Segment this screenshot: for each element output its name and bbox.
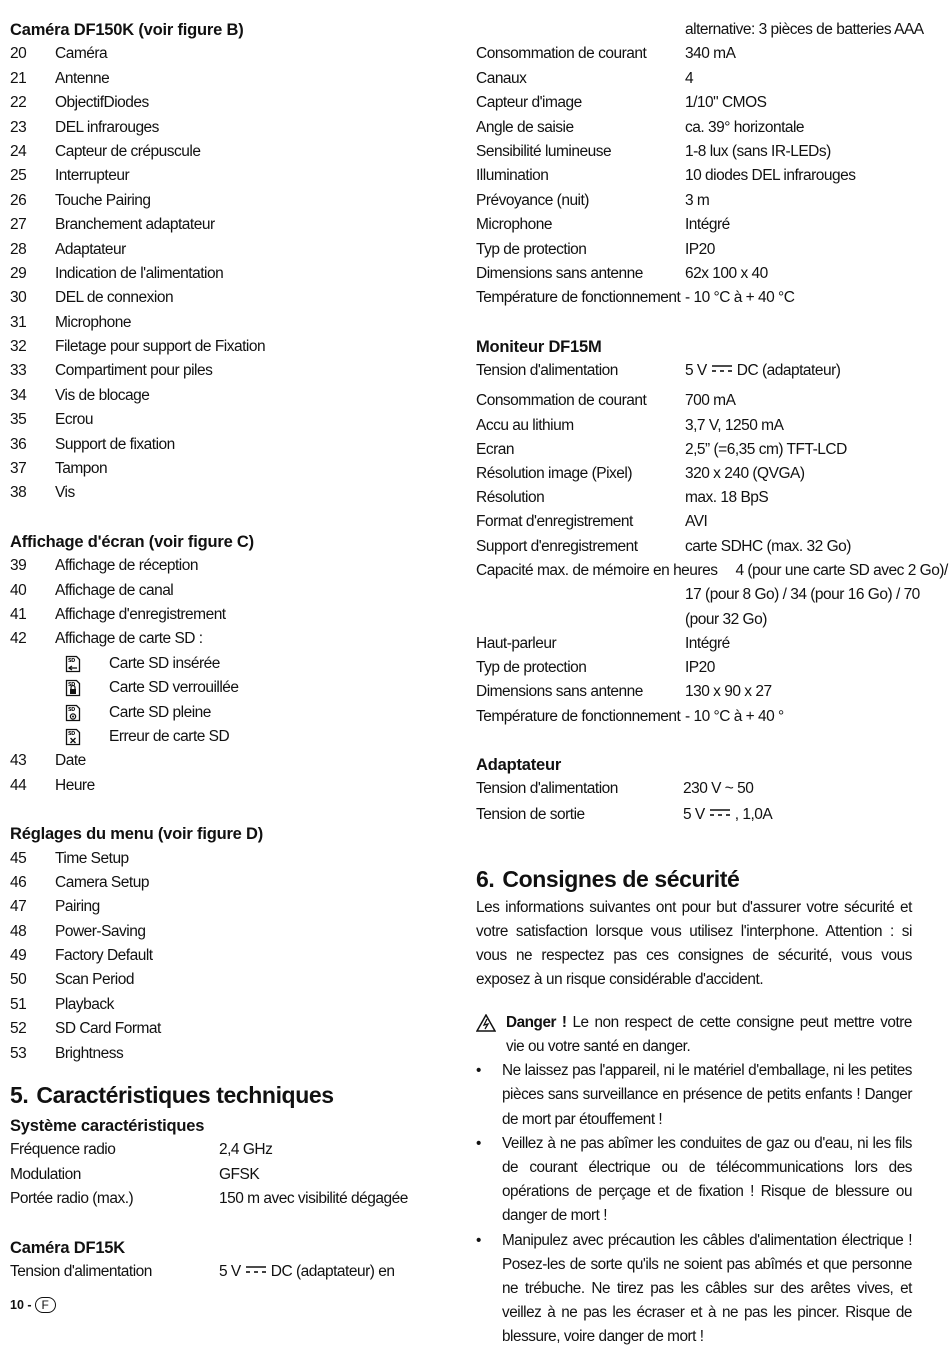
item-label: Heure: [55, 776, 95, 794]
list-item: [10, 895, 450, 919]
item-number: 28: [10, 240, 27, 258]
menu-d-heading: Réglages du menu (voir figure D): [10, 825, 264, 844]
item-number: 22: [10, 94, 27, 112]
spec-row: [476, 238, 912, 262]
spec-key: Angle de saisie: [476, 118, 574, 136]
supply-type: DC (adaptateur) en: [270, 1262, 395, 1280]
system-heading: Système caractéristiques: [10, 1117, 205, 1136]
spec-row: [476, 164, 912, 188]
monitor-spec-list: [476, 389, 912, 558]
item-number: 33: [10, 362, 27, 380]
spec-value: 1-8 lux (sans IR-LEDs): [685, 142, 831, 160]
spec-key: Consommation de courant: [476, 392, 647, 410]
camera-spec-list: [476, 42, 912, 310]
spec-value: 2,4 GHz: [219, 1141, 273, 1159]
monitor-heading: Moniteur DF15M: [476, 337, 602, 356]
item-label: Factory Default: [55, 947, 153, 965]
voltage-value: 5 V: [685, 362, 707, 380]
capacity-continued-1: [476, 583, 920, 607]
spec-key: Support d'enregistrement: [476, 537, 638, 555]
list-item: [10, 1042, 450, 1066]
spec-key: Capteur d'image: [476, 94, 582, 112]
spec-value: max. 18 BpS: [685, 489, 769, 507]
spec-value: Intégré: [685, 634, 730, 652]
item-label: Antenne: [55, 69, 110, 87]
spec-value: alternative: 3 pièces de batteries AAA: [685, 21, 924, 38]
right-column: [476, 18, 948, 1350]
safety-bullet: • Manipulez avec précaution les câbles d'alimentation électrique ! Posez-les de sorte qu'ils ne soient pas abîmés et que personne ne trébuche. Ne tirez pas les câbles sur des arêtes vives, et veillez à ne pas les écraser et à ne pas les pincer. Risque de blessure, voire danger de mort !: [476, 1229, 912, 1350]
item-label: Support de fixation: [55, 435, 175, 453]
list-item: [10, 116, 450, 140]
sd-full-icon: [65, 701, 109, 725]
supply-type: DC (adaptateur): [736, 362, 841, 380]
item-number: 26: [10, 191, 27, 209]
camera-supply-row: [10, 1260, 450, 1284]
item-label: Playback: [55, 995, 114, 1013]
spec-row: [10, 1163, 450, 1187]
sd-card-status-list: [10, 652, 450, 750]
sd-error-icon: [65, 725, 109, 749]
list-item: [10, 457, 450, 481]
spec-key: Résolution image (Pixel): [476, 465, 632, 483]
item-number: 23: [10, 118, 27, 136]
adapter-output-row: [476, 803, 912, 827]
screen-c-list-continued: [10, 749, 450, 798]
item-number: 32: [10, 338, 27, 356]
adapter-supply-row: [476, 777, 912, 801]
item-label: Capteur de crépuscule: [55, 142, 201, 160]
sd-status-item: [10, 652, 450, 676]
list-item: [10, 944, 450, 968]
item-number: 43: [10, 752, 27, 770]
screen-c-heading: Affichage d'écran (voir figure C): [10, 532, 254, 551]
adapter-heading: Adaptateur: [476, 755, 562, 774]
list-item: [10, 603, 450, 627]
item-label: Pairing: [55, 898, 100, 916]
capacity-row: [476, 559, 948, 583]
spec-key: Tension de sortie: [476, 806, 585, 824]
danger-text: Le non respect de cette consigne peut mettre votre vie ou votre santé en danger.: [506, 1013, 912, 1055]
item-number: 29: [10, 264, 27, 282]
item-number: 21: [10, 69, 27, 87]
item-number: 40: [10, 581, 27, 599]
list-item: [10, 213, 450, 237]
item-number: 31: [10, 313, 27, 331]
item-number: 49: [10, 947, 27, 965]
list-item: [10, 554, 450, 578]
item-label: Touche Pairing: [55, 191, 151, 209]
spec-key: Portée radio (max.): [10, 1190, 134, 1208]
spec-value: carte SDHC (max. 32 Go): [685, 537, 851, 555]
item-label: Filetage pour support de Fixation: [55, 338, 266, 356]
section-5-number: 5.: [10, 1082, 29, 1109]
spec-value: 340 mA: [685, 45, 736, 63]
list-item: [10, 67, 450, 91]
item-number: 47: [10, 898, 27, 916]
spec-key: Consommation de courant: [476, 45, 647, 63]
sd-status-label: Carte SD pleine: [109, 703, 211, 721]
spec-value: IP20: [685, 240, 715, 258]
system-spec-list: [10, 1138, 450, 1211]
spec-row: [476, 510, 912, 534]
list-item: [10, 311, 450, 335]
spec-row: [10, 1187, 450, 1211]
spec-key: Canaux: [476, 69, 527, 87]
voltage-value: 5 V: [683, 806, 705, 824]
spec-row: [476, 535, 912, 559]
spec-value: ca. 39° horizontale: [685, 118, 805, 136]
sd-status-label: Carte SD insérée: [109, 654, 220, 672]
spec-value: 320 x 240 (QVGA): [685, 465, 805, 483]
spec-key: Tension d'alimentation: [476, 780, 618, 798]
list-item: [10, 164, 450, 188]
spec-key: Typ de protection: [476, 659, 587, 677]
item-label: DEL infrarouges: [55, 118, 159, 136]
list-item: [10, 140, 450, 164]
item-label: Power-Saving: [55, 922, 146, 940]
spec-key: Dimensions sans antenne: [476, 264, 643, 282]
spec-row: [476, 462, 912, 486]
list-item: [10, 920, 450, 944]
item-number: 24: [10, 142, 27, 160]
item-label: Indication de l'alimentation: [55, 264, 224, 282]
item-label: DEL de connexion: [55, 289, 174, 307]
spec-key: Température de fonctionnement: [476, 289, 681, 307]
sd-status-label: Carte SD verrouillée: [109, 679, 239, 697]
capacity-continued-2: [476, 608, 912, 632]
list-item: [10, 749, 450, 773]
item-label: Date: [55, 752, 86, 770]
spec-value: IP20: [685, 659, 715, 677]
spec-row: [476, 67, 912, 91]
safety-bullet: • Veillez à ne pas abîmer les conduites de gaz ou d'eau, ni les fils de courant électrique ou de télécommunications lors des opérations de perçage et de fixation ! Risque de blessure ou danger de mort !: [476, 1132, 912, 1229]
list-item: [10, 627, 450, 651]
item-label: ObjectifDiodes: [55, 94, 149, 112]
list-item: [10, 847, 450, 871]
spec-key: Illumination: [476, 167, 549, 185]
item-number: 39: [10, 557, 27, 575]
warning-triangle-icon: [476, 1014, 496, 1032]
list-item: [10, 579, 450, 603]
list-item: [10, 408, 450, 432]
camera-df15k-heading: Caméra DF15K: [10, 1238, 125, 1257]
spec-row: [476, 116, 912, 140]
spec-row: [476, 389, 912, 413]
spec-row: [476, 140, 912, 164]
svg-text:SD: SD: [68, 731, 75, 738]
svg-text:SD: SD: [68, 658, 75, 665]
spec-row: [476, 91, 912, 115]
list-item: [10, 91, 450, 115]
spec-value: [683, 803, 772, 827]
item-label: Affichage de carte SD :: [55, 630, 203, 648]
item-label: Affichage de réception: [55, 557, 198, 575]
item-number: 36: [10, 435, 27, 453]
item-number: 51: [10, 995, 27, 1013]
spec-key: Format d'enregistrement: [476, 513, 633, 531]
list-item: [10, 968, 450, 992]
page-footer: [10, 1297, 56, 1313]
spec-value: 4: [685, 69, 694, 87]
page-number: 10 -: [10, 1298, 32, 1312]
camera-b-heading: Caméra DF150K (voir figure B): [10, 21, 244, 39]
svg-text:SD: SD: [68, 706, 75, 713]
spec-value: - 10 °C à + 40 °: [685, 707, 784, 725]
item-label: Vis de blocage: [55, 386, 150, 404]
item-label: Branchement adaptateur: [55, 216, 215, 234]
spec-row: [476, 213, 912, 237]
list-item: [10, 481, 450, 505]
item-number: 50: [10, 971, 27, 989]
list-item: [10, 384, 450, 408]
section-6-title: [476, 862, 912, 896]
sd-locked-icon: [65, 676, 109, 700]
monitor-supply-row: [476, 359, 912, 383]
item-label: Scan Period: [55, 971, 134, 989]
sd-status-item: [10, 701, 450, 725]
item-label: Caméra: [55, 45, 108, 63]
list-item: [10, 1017, 450, 1041]
item-label: SD Card Format: [55, 1020, 161, 1038]
spec-value: Intégré: [685, 216, 730, 234]
danger-label: Danger !: [506, 1013, 567, 1031]
sd-status-label: Erreur de carte SD: [109, 727, 230, 745]
spec-key: Prévoyance (nuit): [476, 191, 589, 209]
item-label: Tampon: [55, 460, 108, 478]
sd-status-item: [10, 725, 450, 749]
list-item: [10, 189, 450, 213]
spec-key: Résolution: [476, 489, 545, 507]
spec-value: 3,7 V, 1250 mA: [685, 416, 784, 434]
spec-key: Tension d'alimentation: [10, 1262, 152, 1280]
danger-notice: [476, 1011, 912, 1059]
item-number: 42: [10, 630, 27, 648]
item-number: 41: [10, 605, 27, 623]
spec-value: 17 (pour 8 Go) / 34 (pour 16 Go) / 70: [685, 586, 920, 604]
monitor-spec-list-continued: [476, 632, 912, 729]
list-item: [10, 262, 450, 286]
list-item: [10, 42, 450, 66]
spec-key: Modulation: [10, 1165, 81, 1183]
spec-row: [476, 414, 912, 438]
spec-key: Dimensions sans antenne: [476, 683, 643, 701]
spec-value: 3 m: [685, 191, 710, 209]
item-label: Adaptateur: [55, 240, 126, 258]
item-number: 25: [10, 167, 27, 185]
spec-value: GFSK: [219, 1165, 260, 1183]
current-value: , 1,0A: [734, 806, 773, 824]
item-number: 30: [10, 289, 27, 307]
dc-symbol-icon: [709, 808, 731, 818]
spec-key: Typ de protection: [476, 240, 587, 258]
item-label: Time Setup: [55, 849, 129, 867]
spec-row: [476, 438, 912, 462]
spec-value: 2,5” (=6,35 cm) TFT-LCD: [685, 440, 847, 458]
spec-value: 10 diodes DEL infrarouges: [685, 167, 856, 185]
spec-key: Haut-parleur: [476, 634, 557, 652]
spec-key: Ecran: [476, 440, 514, 458]
item-label: Vis: [55, 484, 75, 502]
dc-symbol-icon: [245, 1265, 267, 1275]
safety-bullet-list: [476, 1059, 912, 1349]
spec-value: [219, 1260, 394, 1284]
item-number: 27: [10, 216, 27, 234]
list-item: [10, 335, 450, 359]
item-number: 46: [10, 873, 27, 891]
list-item: [10, 774, 450, 798]
item-number: 35: [10, 411, 27, 429]
list-item: [10, 433, 450, 457]
dc-symbol-icon: [711, 364, 733, 374]
item-label: Interrupteur: [55, 167, 130, 185]
spec-key: Température de fonctionnement: [476, 707, 681, 725]
spec-row: [476, 262, 912, 286]
svg-text:SD: SD: [68, 682, 75, 689]
item-number: 38: [10, 484, 27, 502]
spec-row: [476, 486, 912, 510]
item-number: 48: [10, 922, 27, 940]
spec-value: - 10 °C à + 40 °C: [685, 289, 795, 307]
item-label: Camera Setup: [55, 873, 149, 891]
item-label: Affichage d'enregistrement: [55, 605, 226, 623]
spec-row: [476, 189, 912, 213]
spec-value: AVI: [685, 513, 708, 531]
safety-intro: Les informations suivantes ont pour but d'assurer votre sécurité et votre satisfaction lorsque vous utilisez l'interphone. Attention : si vous ne respectez pas ces consignes de sécurité, vous vous exposez à un risque considérable d'accident.: [476, 898, 912, 989]
camera-b-list: [10, 42, 450, 505]
item-label: Affichage de canal: [55, 581, 174, 599]
list-item: [10, 238, 450, 262]
spec-row: [476, 632, 912, 656]
spec-value: 130 x 90 x 27: [685, 683, 772, 701]
item-label: Brightness: [55, 1044, 124, 1062]
section-5-text: Caractéristiques techniques: [36, 1082, 334, 1109]
spec-row: [476, 656, 912, 680]
spec-key: Fréquence radio: [10, 1141, 116, 1159]
sd-inserted-icon: [65, 652, 109, 676]
item-label: Compartiment pour piles: [55, 362, 213, 380]
item-number: 52: [10, 1020, 27, 1038]
item-number: 20: [10, 45, 27, 63]
spec-value: 150 m avec visibilité dégagée: [219, 1190, 408, 1208]
item-label: Ecrou: [55, 411, 93, 429]
spec-value: 4 (pour une carte SD avec 2 Go)/: [735, 561, 948, 579]
item-number: 53: [10, 1044, 27, 1062]
spec-key: Capacité max. de mémoire en heures: [476, 561, 718, 579]
spec-key: Accu au lithium: [476, 416, 574, 434]
section-6-number: 6.: [476, 865, 495, 892]
spec-row: [10, 1138, 450, 1162]
list-item: [10, 993, 450, 1017]
list-item: [10, 871, 450, 895]
spec-value: 62x 100 x 40: [685, 264, 768, 282]
item-number: 45: [10, 849, 27, 867]
list-item: [10, 359, 450, 383]
spec-value: 1/10" CMOS: [685, 94, 767, 112]
sd-status-item: [10, 676, 450, 700]
item-number: 44: [10, 776, 27, 794]
spec-key: Sensibilité lumineuse: [476, 142, 612, 160]
item-number: 34: [10, 386, 27, 404]
left-column: [10, 18, 450, 1284]
language-badge: F: [35, 1297, 56, 1313]
spec-row: [476, 42, 912, 66]
spec-value: 230 V ~ 50: [683, 780, 754, 798]
list-item: [10, 286, 450, 310]
spec-row: [476, 680, 912, 704]
spec-value: 700 mA: [685, 392, 736, 410]
spec-row: [476, 286, 912, 310]
spec-key: Microphone: [476, 216, 552, 234]
item-label: Microphone: [55, 313, 131, 331]
section-6-text: Consignes de sécurité: [502, 865, 740, 892]
spec-row: [476, 705, 912, 729]
spec-key: Tension d'alimentation: [476, 362, 618, 380]
camera-supply-continued: [476, 18, 924, 42]
spec-value: [685, 359, 840, 383]
item-number: 37: [10, 460, 27, 478]
spec-value: (pour 32 Go): [685, 610, 767, 628]
section-5-title: [10, 1078, 450, 1112]
screen-c-list: [10, 554, 450, 652]
voltage-value: 5 V: [219, 1262, 241, 1280]
menu-d-list: [10, 847, 450, 1067]
safety-bullet: • Ne laissez pas l'appareil, ni le matériel d'emballage, ni les petites pièces sans surveillance en présence de petits enfants ! Danger de mort par étouffement !: [476, 1059, 912, 1132]
